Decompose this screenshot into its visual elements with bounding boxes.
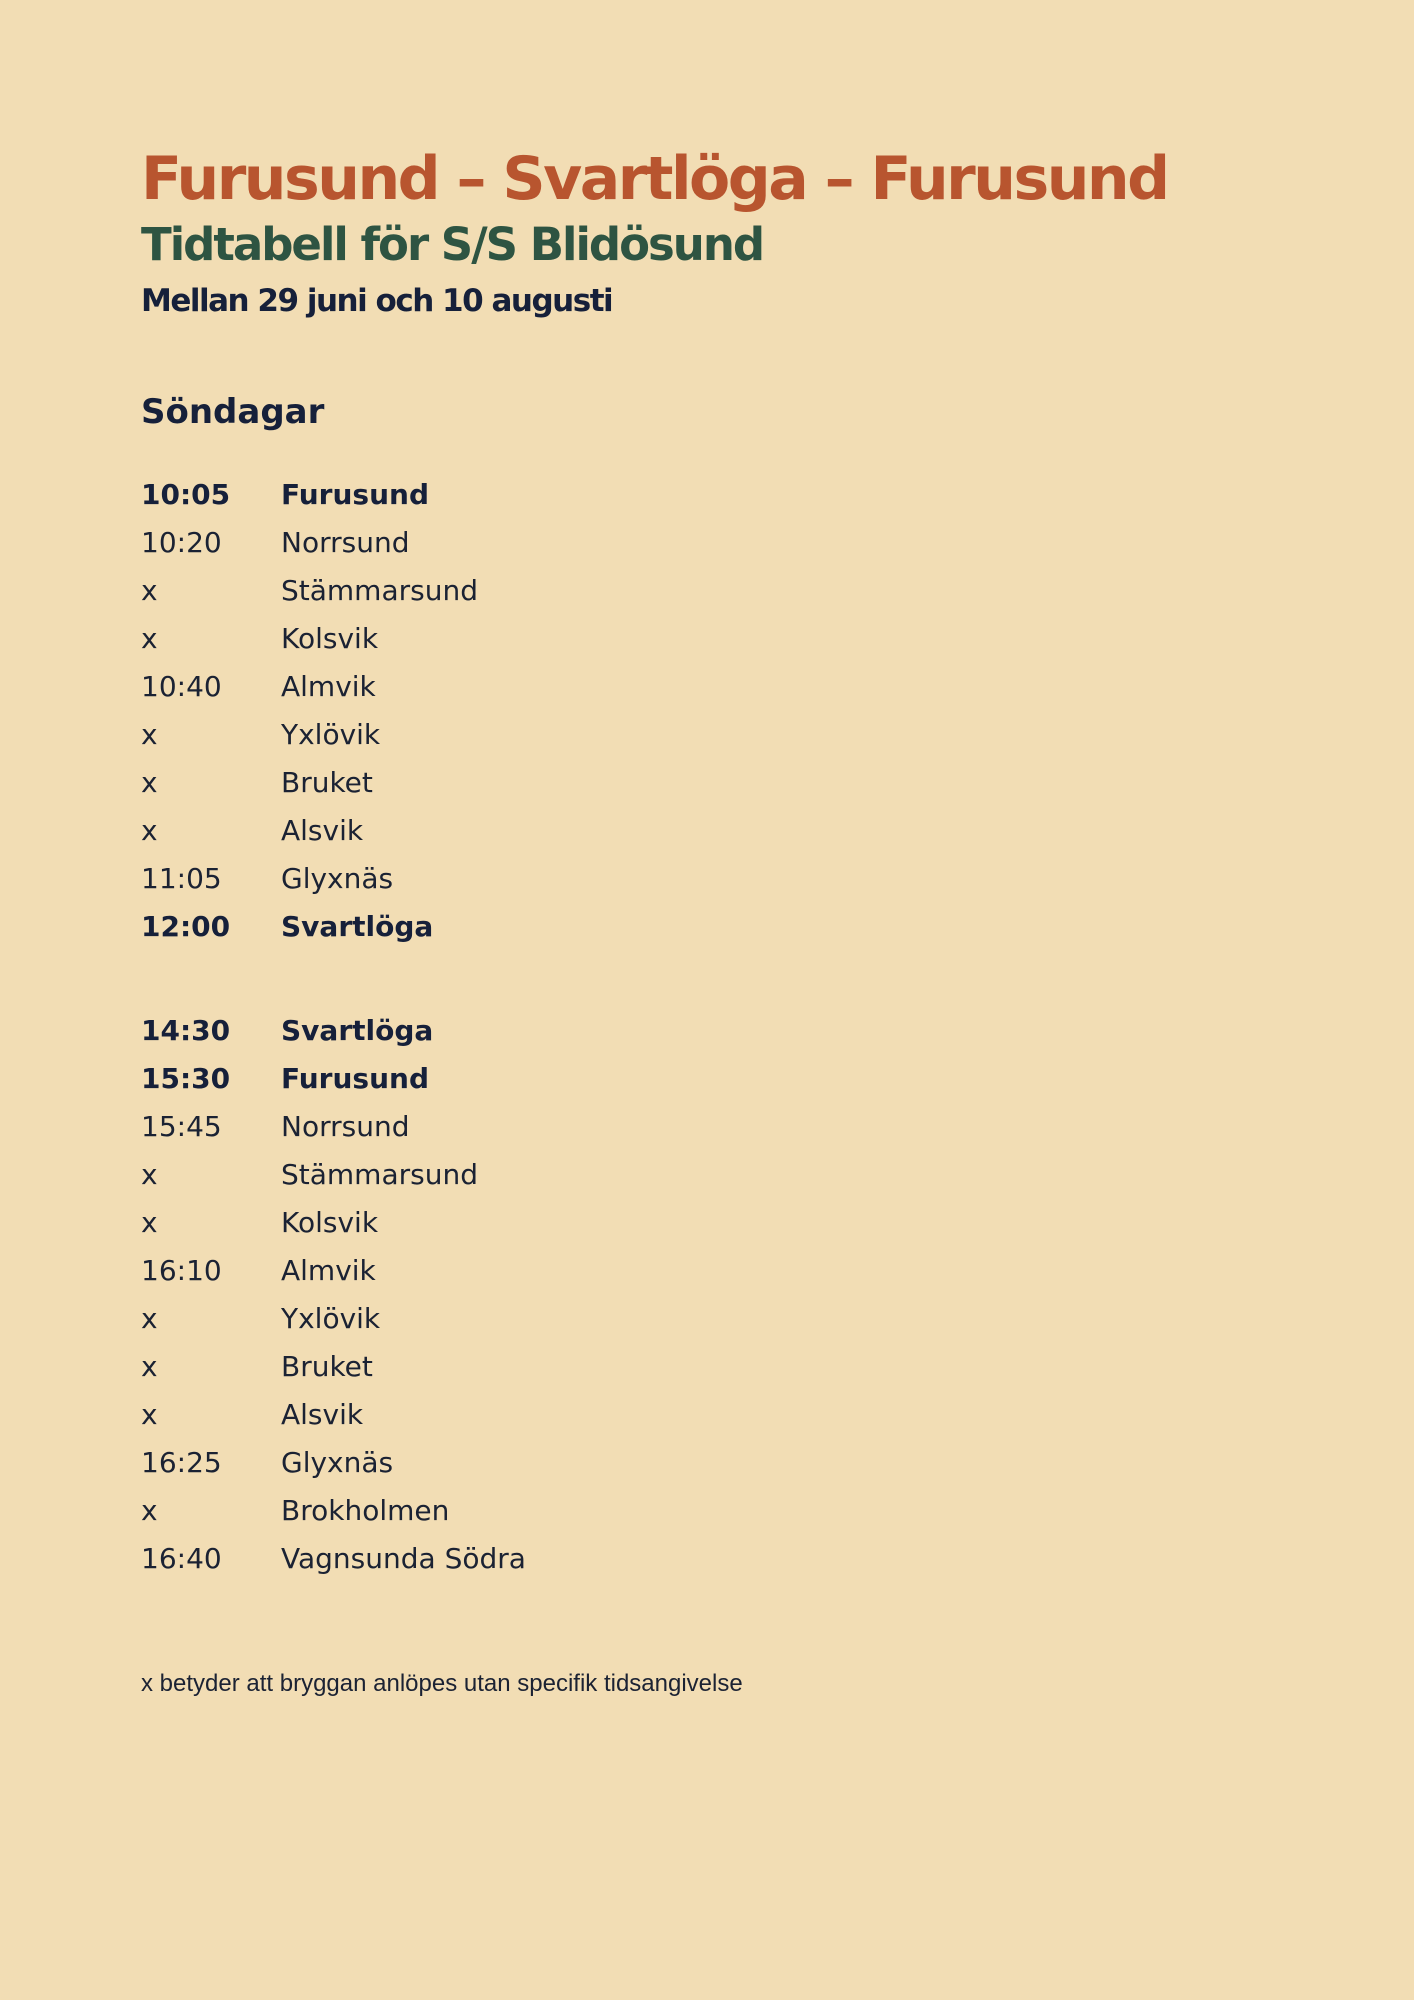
timetable-row	[141, 806, 841, 854]
stop-name: Norrsund	[281, 1109, 410, 1143]
stop-name: Stämmarsund	[281, 573, 478, 607]
timetable-row	[141, 854, 841, 902]
stop-name: Bruket	[281, 765, 373, 799]
timetable-row	[141, 1390, 841, 1438]
timetable-row	[141, 1006, 841, 1054]
stop-name: Stämmarsund	[281, 1157, 478, 1191]
departure-time: 10:20	[141, 525, 222, 559]
timetable	[141, 470, 841, 1582]
timetable-row	[141, 662, 841, 710]
timetable-row	[141, 710, 841, 758]
departure-time: 16:25	[141, 1445, 222, 1479]
departure-time: 16:10	[141, 1253, 222, 1287]
timetable-row	[141, 1534, 841, 1582]
stop-name: Glyxnäs	[281, 1445, 394, 1479]
timetable-row	[141, 758, 841, 806]
stop-name: Kolsvik	[281, 621, 379, 655]
stop-name: Alsvik	[281, 1397, 364, 1431]
departure-time: x	[141, 573, 158, 607]
timetable-row	[141, 902, 841, 950]
stop-name: Almvik	[281, 669, 376, 703]
departure-time: x	[141, 1301, 158, 1335]
page-title: Furusund – Svartlöga – Furusund	[141, 144, 1168, 214]
timetable-row	[141, 1054, 841, 1102]
departure-time: 14:30	[141, 1013, 231, 1047]
timetable-row	[141, 1294, 841, 1342]
stop-name: Furusund	[281, 1061, 429, 1095]
stop-name: Kolsvik	[281, 1205, 379, 1239]
stop-name: Yxlövik	[281, 717, 381, 751]
timetable-row	[141, 1342, 841, 1390]
timetable-row	[141, 1486, 841, 1534]
departure-time: 12:00	[141, 909, 231, 943]
timetable-row	[141, 1198, 841, 1246]
departure-time: 16:40	[141, 1541, 222, 1575]
stop-name: Furusund	[281, 477, 429, 511]
page-subtitle: Tidtabell för S/S Blidösund	[141, 218, 764, 271]
stop-name: Yxlövik	[281, 1301, 381, 1335]
stop-name: Bruket	[281, 1349, 373, 1383]
timetable-row	[141, 1150, 841, 1198]
timetable-row	[141, 470, 841, 518]
departure-time: x	[141, 1397, 158, 1431]
timetable-row	[141, 518, 841, 566]
stop-name: Norrsund	[281, 525, 410, 559]
stop-name: Almvik	[281, 1253, 376, 1287]
departure-time: x	[141, 765, 158, 799]
timetable-row	[141, 614, 841, 662]
timetable-row	[141, 1102, 841, 1150]
section-gap	[141, 950, 841, 1006]
departure-time: x	[141, 813, 158, 847]
timetable-row	[141, 1246, 841, 1294]
validity-period: Mellan 29 juni och 10 augusti	[141, 283, 613, 319]
timetable-row	[141, 1438, 841, 1486]
timetable-row	[141, 566, 841, 614]
departure-time: x	[141, 1493, 158, 1527]
stop-name: Brokholmen	[281, 1493, 450, 1527]
outbound-section	[141, 470, 841, 950]
stop-name: Svartlöga	[281, 909, 434, 943]
departure-time: 15:30	[141, 1061, 231, 1095]
stop-name: Alsvik	[281, 813, 364, 847]
departure-time: 10:05	[141, 477, 231, 511]
stop-name: Glyxnäs	[281, 861, 394, 895]
departure-time: 11:05	[141, 861, 222, 895]
footnote: x betyder att bryggan anlöpes utan specifik tidsangivelse	[141, 1670, 743, 1697]
day-heading: Söndagar	[141, 392, 325, 432]
departure-time: x	[141, 1205, 158, 1239]
departure-time: 15:45	[141, 1109, 222, 1143]
departure-time: x	[141, 1157, 158, 1191]
stop-name: Vagnsunda Södra	[281, 1541, 526, 1575]
departure-time: x	[141, 1349, 158, 1383]
departure-time: x	[141, 621, 158, 655]
departure-time: x	[141, 717, 158, 751]
stop-name: Svartlöga	[281, 1013, 434, 1047]
return-section	[141, 1006, 841, 1582]
departure-time: 10:40	[141, 669, 222, 703]
